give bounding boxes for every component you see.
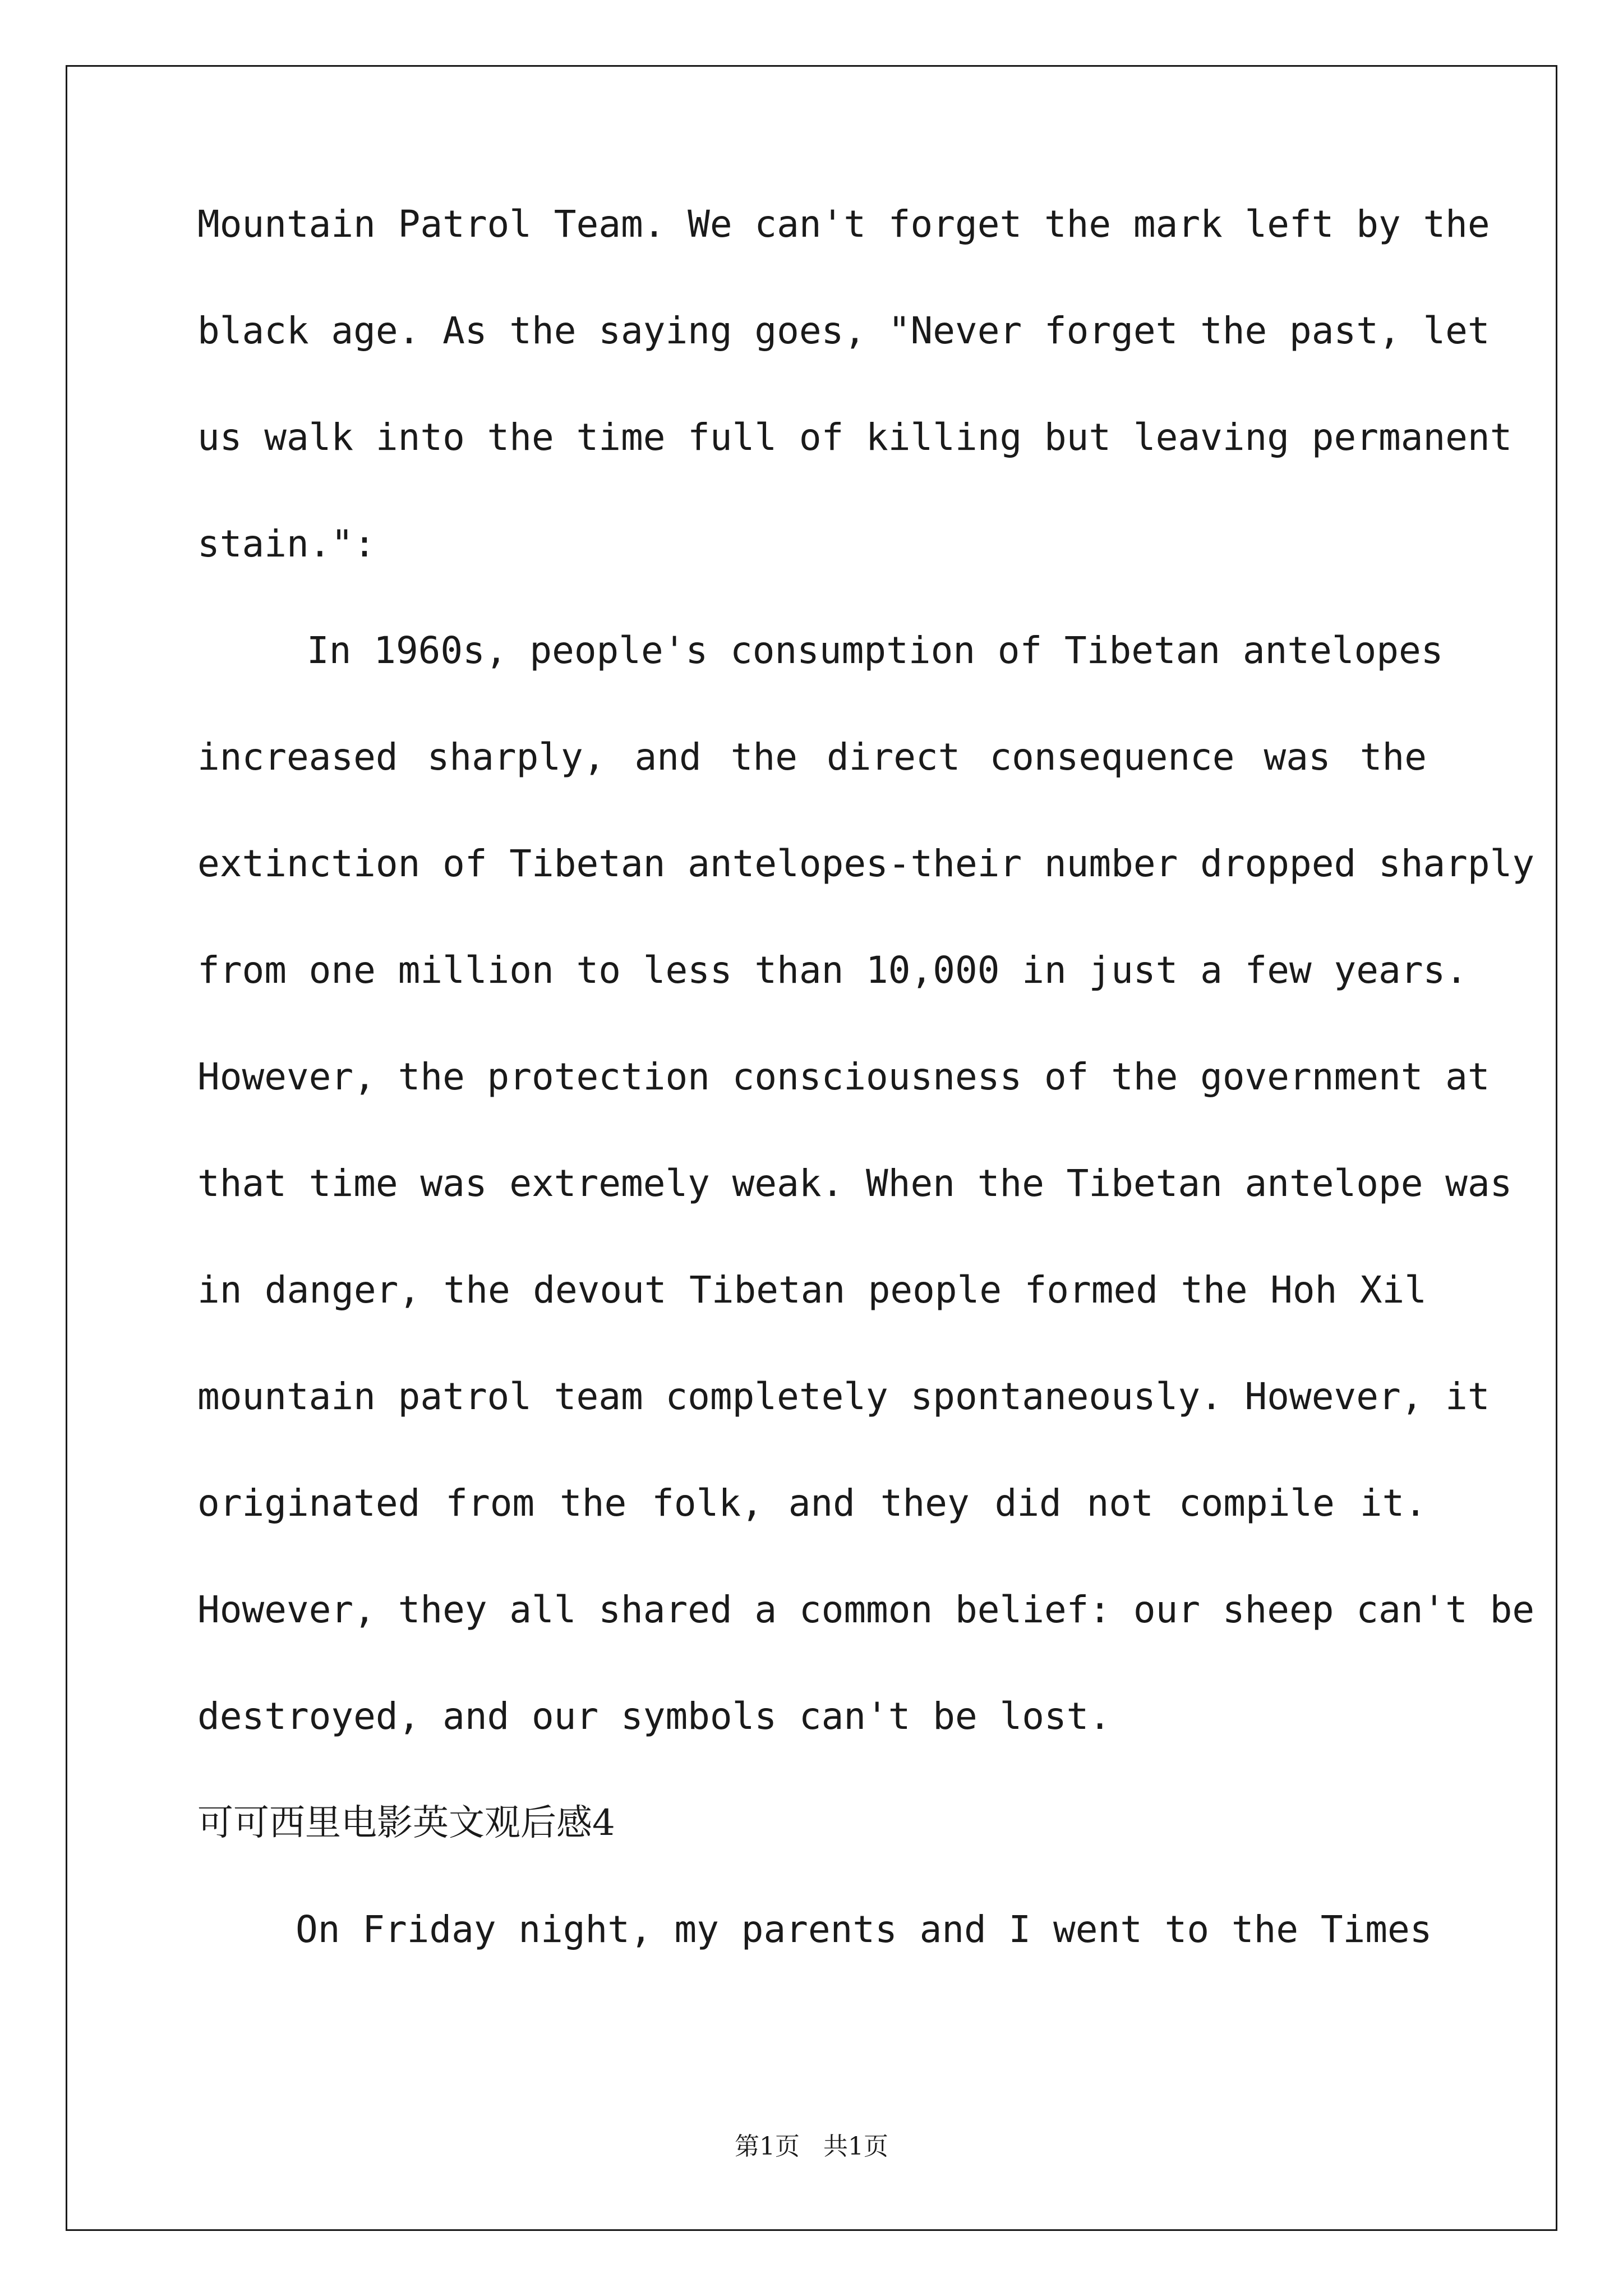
text-line: from one million to less than 10,000 in just a few years.	[197, 949, 1468, 992]
text-line: in danger, the devout Tibetan people formed the Hoh Xil	[197, 1268, 1427, 1312]
text-line: However, the protection consciousness of the government at	[197, 1055, 1490, 1098]
text-line: that time was extremely weak. When the Tibetan antelope was	[197, 1162, 1513, 1205]
text-line: mountain patrol team completely spontaneously. However, it	[197, 1375, 1490, 1418]
text-line: destroyed, and our symbols can't be lost.	[197, 1695, 1112, 1738]
text-line: black age. As the saying goes, "Never forget the past, let	[197, 309, 1490, 352]
text-line: increased sharply, and the direct consequence was the	[197, 735, 1427, 779]
text-line: However, they all shared a common belief: our sheep can't be	[197, 1588, 1535, 1631]
section-heading: 可可西里电影英文观后感4	[197, 1802, 615, 1844]
text-line: In 1960s, people's consumption of Tibetan antelopes	[307, 629, 1444, 672]
page-footer: 第1页 共1页	[735, 2132, 888, 2161]
text-line: On Friday night, my parents and I went to the Times	[296, 1908, 1432, 1951]
text-line: extinction of Tibetan antelopes-their number dropped sharply	[197, 842, 1535, 885]
text-line: Mountain Patrol Team. We can't forget the mark left by the	[197, 203, 1490, 246]
text-line: us walk into the time full of killing but leaving permanent	[197, 416, 1513, 459]
text-line: stain.":	[197, 522, 376, 565]
text-line: originated from the folk, and they did not compile it.	[197, 1481, 1427, 1525]
